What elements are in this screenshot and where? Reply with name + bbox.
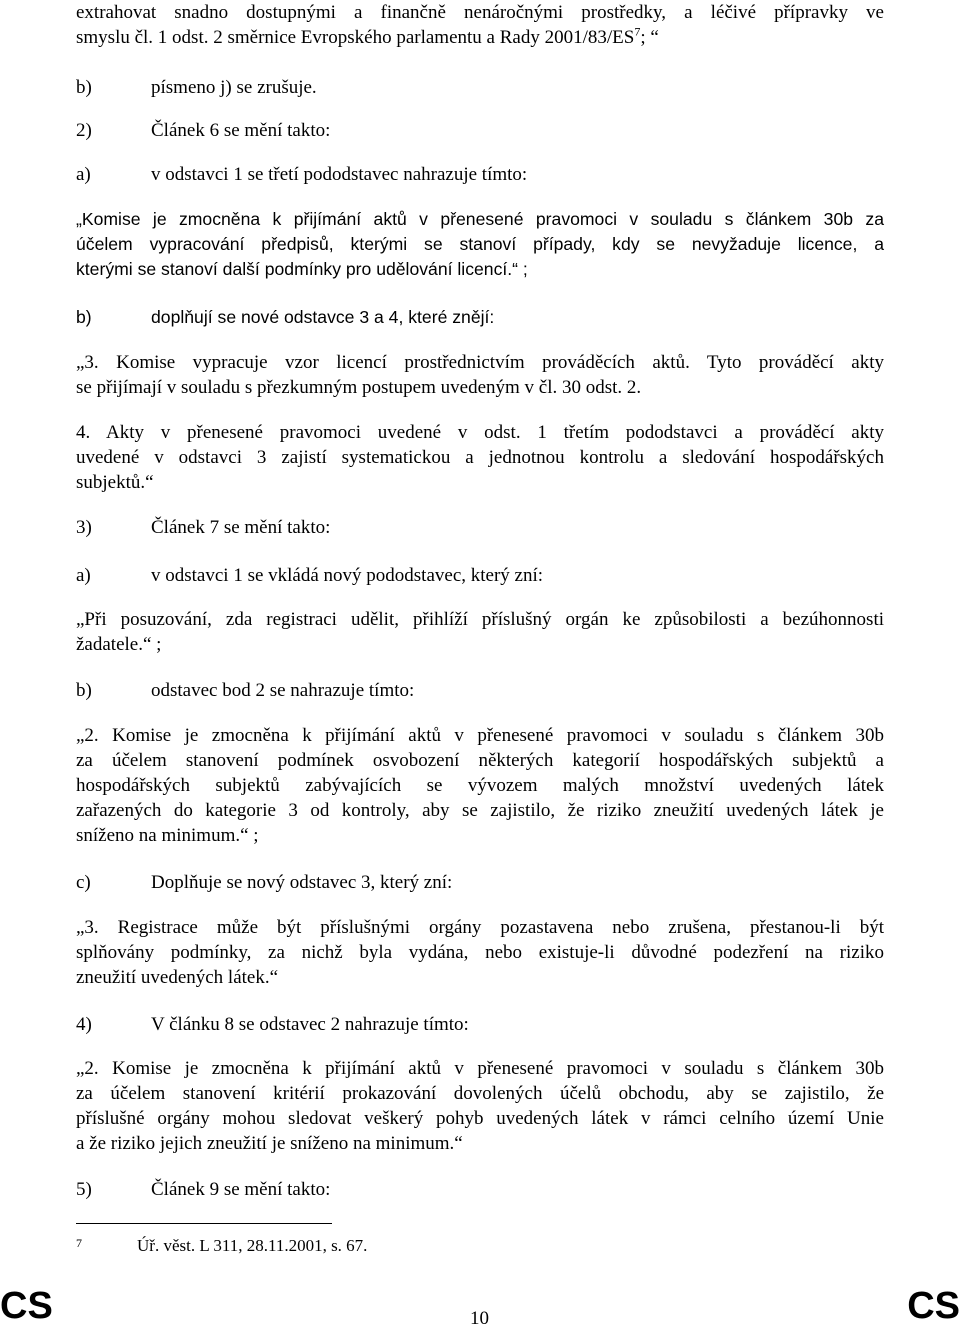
- item-b-article7: [76, 678, 414, 703]
- item-text: v odstavci 1 se třetí pododstavec nahrazuje tímto:: [151, 164, 528, 185]
- item-text: odstavec bod 2 se nahrazuje tímto:: [151, 680, 415, 701]
- language-code-right: CS: [907, 1285, 960, 1327]
- item-b-article6: [76, 305, 494, 330]
- section-5-heading: [76, 1177, 330, 1202]
- quote1-line2: účelem vypracování předpisů, kterými se stanoví případy, kdy se nevyžaduje licence, a: [76, 234, 884, 254]
- item-text: písmeno j) se zrušuje.: [151, 77, 317, 98]
- item-text: V článku 8 se odstavec 2 nahrazuje tímto:: [151, 1014, 469, 1035]
- footnote-reference: 7: [634, 24, 641, 39]
- quote3-line3: subjektů.“: [76, 472, 154, 493]
- quote3-line1: 4. Akty v přenesené pravomoci uvedené v odst. 1 třetím pododstavci a prováděcí akty: [76, 422, 884, 443]
- item-label: c): [76, 872, 91, 893]
- item-a-article6: [76, 162, 527, 187]
- quote4-line1: „Při posuzování, zda registraci udělit, přihlíží příslušný orgán ke způsobilosti a bezúhonnosti: [76, 609, 884, 630]
- paragraph-top-line1: extrahovat snadno dostupnými a finančně nenáročnými prostředky, a léčivé přípravky ve: [76, 2, 884, 23]
- section-2-heading: [76, 118, 330, 143]
- paragraph-top-line2-tail: ; “: [640, 27, 659, 48]
- language-code-left: CS: [0, 1285, 53, 1327]
- quote5-line4: zařazených do kategorie 3 od kontroly, aby se zajistilo, že riziko zneužití uvedených látek je: [76, 800, 884, 821]
- section-4-heading: [76, 1012, 469, 1037]
- quote7-line3: příslušné orgány mohou sledovat veškerý pohyb uvedených látek v rámci celního území Unie: [76, 1108, 884, 1129]
- item-text: Článek 9 se mění takto:: [151, 1179, 331, 1200]
- quote4-line2: žadatele.“ ;: [76, 634, 162, 655]
- item-label: 2): [76, 120, 92, 141]
- item-text: doplňují se nové odstavce 3 a 4, které znějí:: [151, 307, 495, 327]
- item-c-article7: [76, 870, 452, 895]
- paragraph-top-line2: [76, 25, 884, 50]
- quote6-line1: „3. Registrace může být příslušnými orgány pozastavena nebo zrušena, přestanou-li být: [76, 917, 884, 938]
- item-text: Článek 6 se mění takto:: [151, 120, 331, 141]
- quote7-line2: za účelem stanovení kritérií prokazování dovolených účelů obchodu, aby se zajistilo, že: [76, 1083, 884, 1104]
- item-b-repeal: [76, 75, 317, 100]
- quote7-line1: „2. Komise je zmocněna k přijímání aktů v přenesené pravomoci v souladu s článkem 30b: [76, 1058, 884, 1079]
- item-label: a): [76, 565, 91, 586]
- quote2-line1: „3. Komise vypracuje vzor licencí prostřednictvím prováděcích aktů. Tyto prováděcí akty: [76, 352, 884, 373]
- quote1-line3: kterými se stanoví další podmínky pro udělování licencí.“ ;: [76, 259, 528, 279]
- quote5-line1: „2. Komise je zmocněna k přijímání aktů v přenesené pravomoci v souladu s článkem 30b: [76, 725, 884, 746]
- item-label: b): [76, 77, 92, 98]
- item-label: 3): [76, 517, 92, 538]
- quote1-line1: „Komise je zmocněna k přijímání aktů v přenesené pravomoci v souladu s článkem 30b za: [76, 209, 884, 229]
- quote5-line2: za účelem stanovení podmínek osvobození některých kategorií hospodářských subjektů a: [76, 750, 884, 771]
- item-label: b): [76, 680, 92, 701]
- quote6-line3: zneužití uvedených látek.“: [76, 967, 279, 988]
- footnote-mark: 7: [76, 1236, 82, 1250]
- quote3-line2: uvedené v odstavci 3 zajistí systematickou a jednotnou kontrolu a sledování hospodářských: [76, 447, 884, 468]
- item-text: Článek 7 se mění takto:: [151, 517, 331, 538]
- section-3-heading: [76, 515, 330, 540]
- quote6-line2: splňovány podmínky, za nichž byla vydána, nebo existuje-li důvodné podezření na riziko: [76, 942, 884, 963]
- page-number: 10: [470, 1308, 489, 1329]
- quote2-line2: se přijímají v souladu s přezkumným postupem uvedeným v čl. 30 odst. 2.: [76, 377, 642, 398]
- item-a-article7: [76, 563, 543, 588]
- footnote-text: Úř. věst. L 311, 28.11.2001, s. 67.: [137, 1236, 368, 1255]
- item-text: Doplňuje se nový odstavec 3, který zní:: [151, 872, 453, 893]
- item-label: 5): [76, 1179, 92, 1200]
- item-label: 4): [76, 1014, 92, 1035]
- item-label: a): [76, 164, 91, 185]
- quote5-line5: sníženo na minimum.“ ;: [76, 825, 259, 846]
- footnote-separator: [76, 1223, 332, 1224]
- item-label: b): [76, 307, 92, 327]
- quote7-line4: a že riziko jejich zneužití je sníženo na minimum.“: [76, 1133, 463, 1154]
- item-text: v odstavci 1 se vkládá nový pododstavec, který zní:: [151, 565, 544, 586]
- quote5-line3: hospodářských subjektů zabývajících se vývozem malých množství uvedených látek: [76, 775, 884, 796]
- paragraph-top-line2-text: smyslu čl. 1 odst. 2 směrnice Evropského parlamentu a Rady 2001/83/ES: [76, 27, 635, 48]
